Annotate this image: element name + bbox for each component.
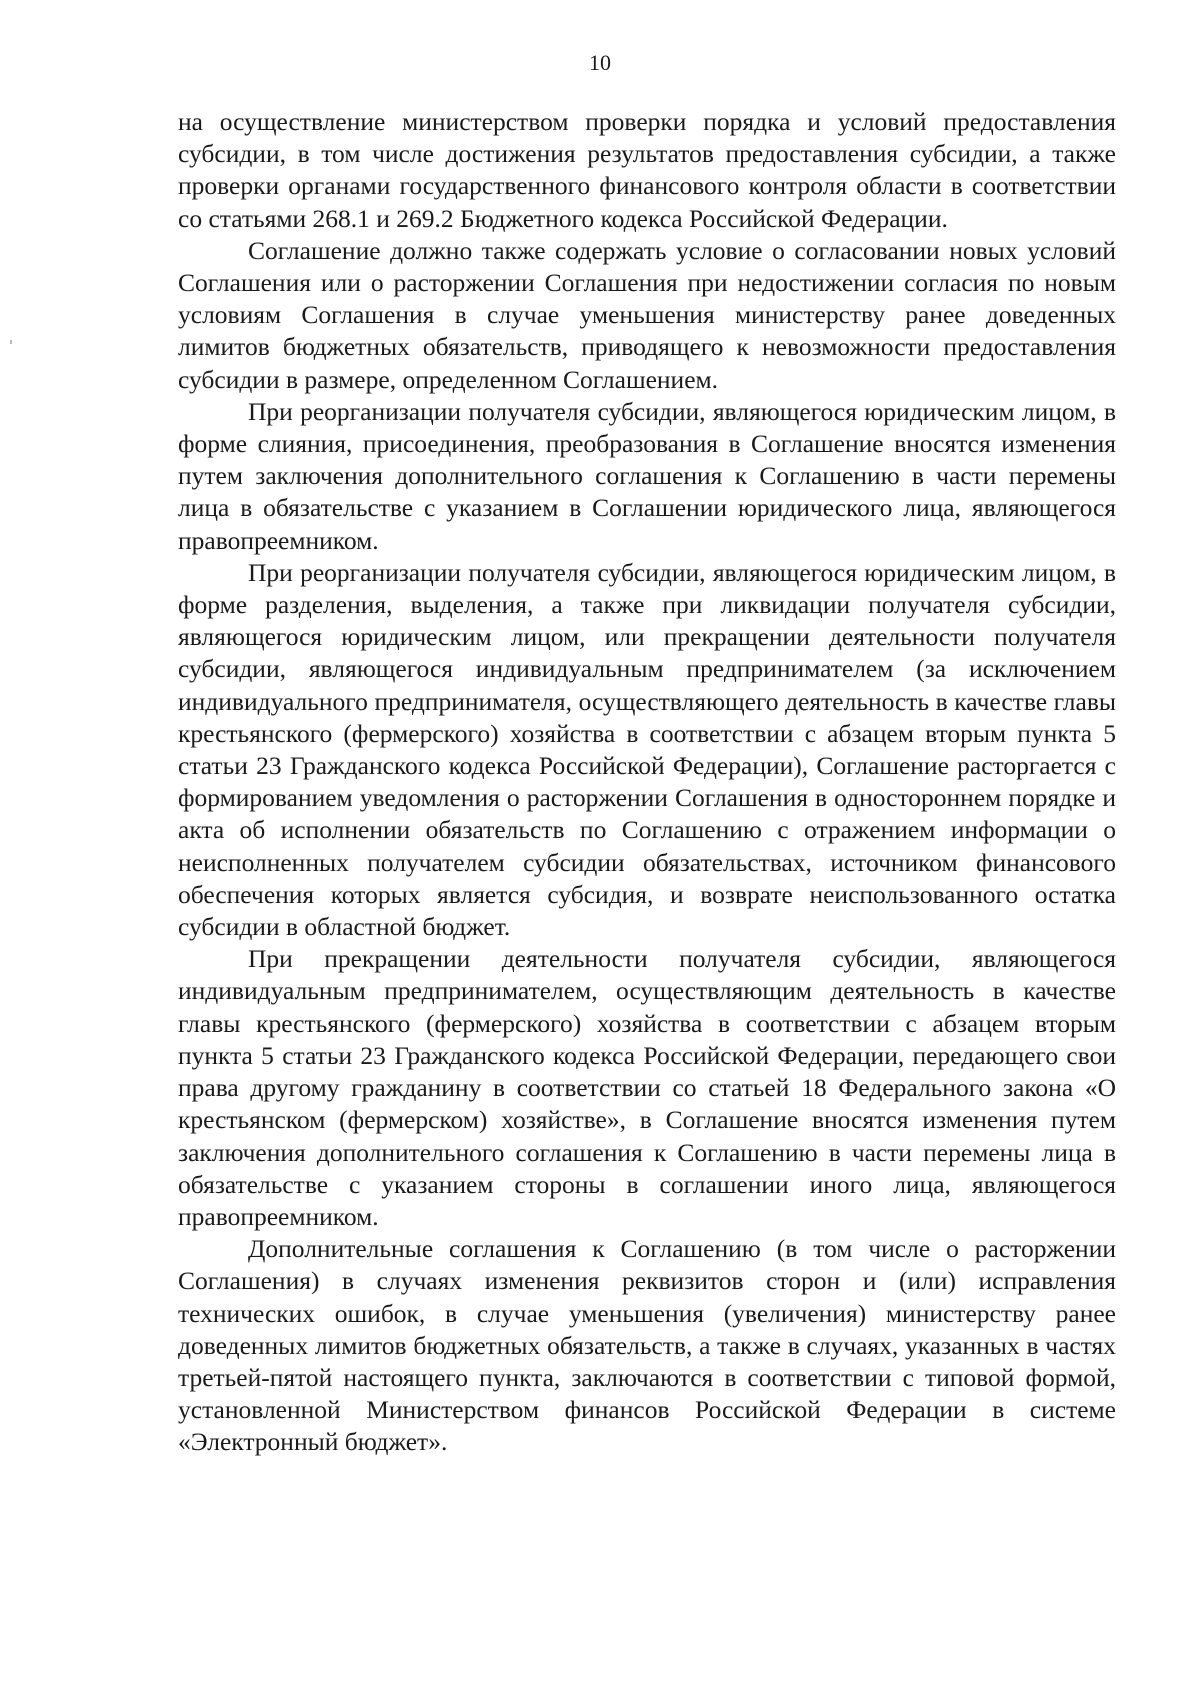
paragraph-reorganization-division: При реорганизации получателя субсидии, являющегося юридическим лицом, в форме разделения, выделения, а также при ликвидации получателя субсидии, являющегося юридическим лицом, или прекращении деятельности получателя субсидии, являющегося индивидуальным предпринимателем (за исключением индивидуального предпринимателя, осуществляющего деятельность в качестве главы крестьянского (фермерского) хозяйства в соответствии с абзацем вторым пункта 5 статьи 23 Гражданского кодекса Российской Федерации), Соглашение расторгается с формированием уведомления о расторжении Соглашения в одностороннем порядке и акта об исполнении обязательств по Соглашению с отражением информации о неисполненных получателем субсидии обязательствах, источником финансового обеспечения которых является субсидия, и возврате неиспользованного остатка субсидии в областной бюджет. [178,557,1116,942]
document-body [178,106,1116,1459]
paragraph-reorganization-merger: При реорганизации получателя субсидии, являющегося юридическим лицом, в форме слияния, присоединения, преобразования в Соглашение вносятся изменения путем заключения дополнительного соглашения к Соглашению в части перемены лица в обязательстве с указанием в Соглашении юридического лица, являющегося правопреемником. [178,396,1116,555]
paragraph-termination-entrepreneur: При прекращении деятельности получателя субсидии, являющегося индивидуальным предпринимателем, осуществляющим деятельность в качестве главы крестьянского (фермерского) хозяйства в соответствии с абзацем вторым пункта 5 статьи 23 Гражданского кодекса Российской Федерации, передающего свои права другому гражданину в соответствии со статьей 18 Федерального закона «О крестьянском (фермерском) хозяйстве», в Соглашение вносятся изменения путем заключения дополнительного соглашения к Соглашению в части перемены лица в обязательстве с указанием стороны в соглашении иного лица, являющегося правопреемником. [178,944,1116,1231]
paragraph-agreement-conditions: Соглашение должно также содержать условие о согласовании новых условий Соглашения или о расторжении Соглашения при недостижении согласия по новым условиям Соглашения в случае уменьшения министерству ранее доведенных лимитов бюджетных обязательств, приводящего к невозможности предоставления субсидии в размере, определенном Соглашением. [178,235,1116,394]
paragraph-continuation: на осуществление министерством проверки порядка и условий предоставления субсидии, в том числе достижения результатов предоставления субсидии, а также проверки органами государственного финансового контроля области в соответствии со статьями 268.1 и 269.2 Бюджетного кодекса Российской Федерации. [178,107,1116,233]
page-number: 10 [589,50,611,75]
scan-artifact-mark [10,340,12,344]
paragraph-additional-agreements: Дополнительные соглашения к Соглашению (в том числе о расторжении Соглашения) в случаях изменения реквизитов сторон и (или) исправления технических ошибок, в случае уменьшения (увеличения) министерству ранее доведенных лимитов бюджетных обязательств, а также в случаях, указанных в частях третьей-пятой настоящего пункта, заключаются в соответствии с типовой формой, установленной Министерством финансов Российской Федерации в системе «Электронный бюджет». [178,1234,1116,1457]
